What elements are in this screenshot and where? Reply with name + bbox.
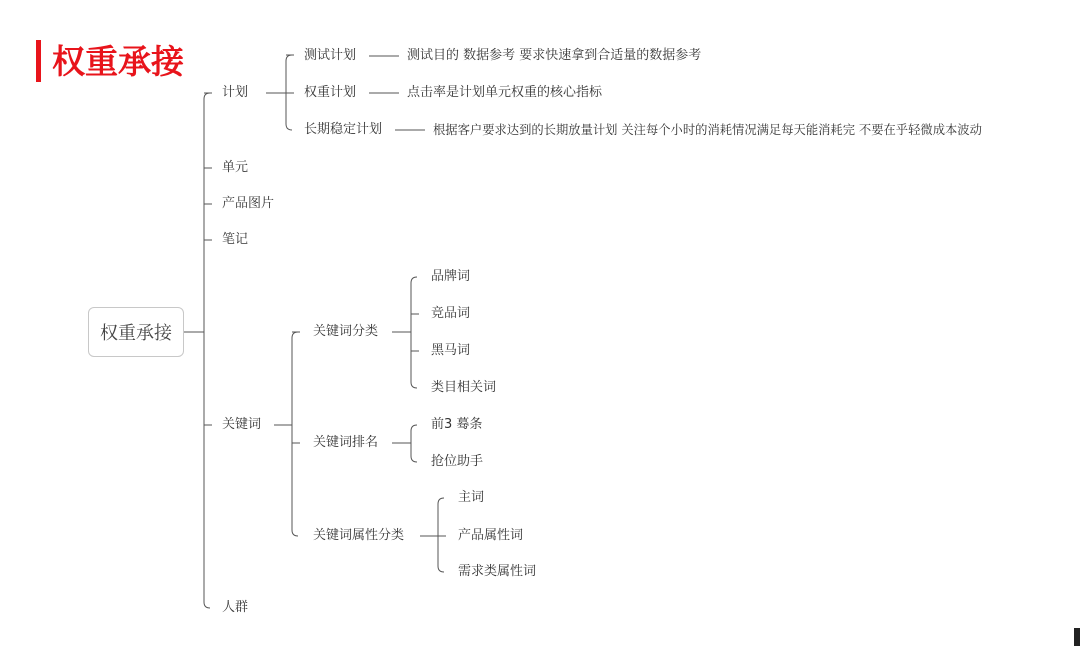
connector-keywords-trunk	[292, 332, 298, 536]
page-title: 权重承接	[52, 42, 184, 81]
plan-long-term-desc: 根据客户要求达到的长期放量计划 关注每个小时的消耗情况满足每天能消耗完 不要在乎轻微成本波动	[433, 123, 982, 137]
kw-group-attribute[interactable]: 关键词属性分类	[313, 528, 405, 543]
kw-item-dark-horse[interactable]: 黑马词	[431, 343, 471, 358]
branch-notes[interactable]: 笔记	[222, 232, 249, 247]
kw-item-main[interactable]: 主词	[458, 490, 485, 505]
connector-kwrank-trunk	[411, 425, 417, 462]
kw-item-demand-attr[interactable]: 需求类属性词	[458, 564, 537, 579]
kw-item-grab-position[interactable]: 抢位助手	[431, 454, 484, 469]
corner-mark	[1074, 628, 1080, 646]
root-label: 权重承接	[100, 323, 172, 344]
plan-weight[interactable]: 权重计划	[304, 85, 357, 100]
branch-unit[interactable]: 单元	[222, 160, 249, 175]
plan-long-term[interactable]: 长期稳定计划	[304, 122, 383, 137]
kw-item-category[interactable]: 类目相关词	[431, 380, 497, 395]
branch-product-image[interactable]: 产品图片	[222, 196, 275, 211]
connector-kwattr-trunk	[438, 498, 444, 572]
kw-item-top3[interactable]: 前3 蓦条	[431, 417, 483, 432]
kw-item-competitor[interactable]: 竞品词	[431, 306, 471, 321]
connector-kwclass-trunk	[411, 277, 417, 388]
kw-item-product-attr[interactable]: 产品属性词	[458, 528, 524, 543]
kw-group-classification[interactable]: 关键词分类	[313, 324, 379, 339]
branch-plan[interactable]: 计划	[222, 85, 249, 100]
connector-main-trunk	[204, 93, 210, 608]
plan-test[interactable]: 测试计划	[304, 48, 357, 63]
plan-test-desc: 测试目的 数据参考 要求快速拿到合适量的数据参考	[407, 48, 702, 63]
branch-keywords[interactable]: 关键词	[222, 417, 262, 432]
kw-group-ranking[interactable]: 关键词排名	[313, 435, 379, 450]
kw-item-brand[interactable]: 品牌词	[431, 269, 471, 284]
branch-audience[interactable]: 人群	[222, 600, 249, 615]
plan-weight-desc: 点击率是计划单元权重的核心指标	[407, 85, 603, 100]
